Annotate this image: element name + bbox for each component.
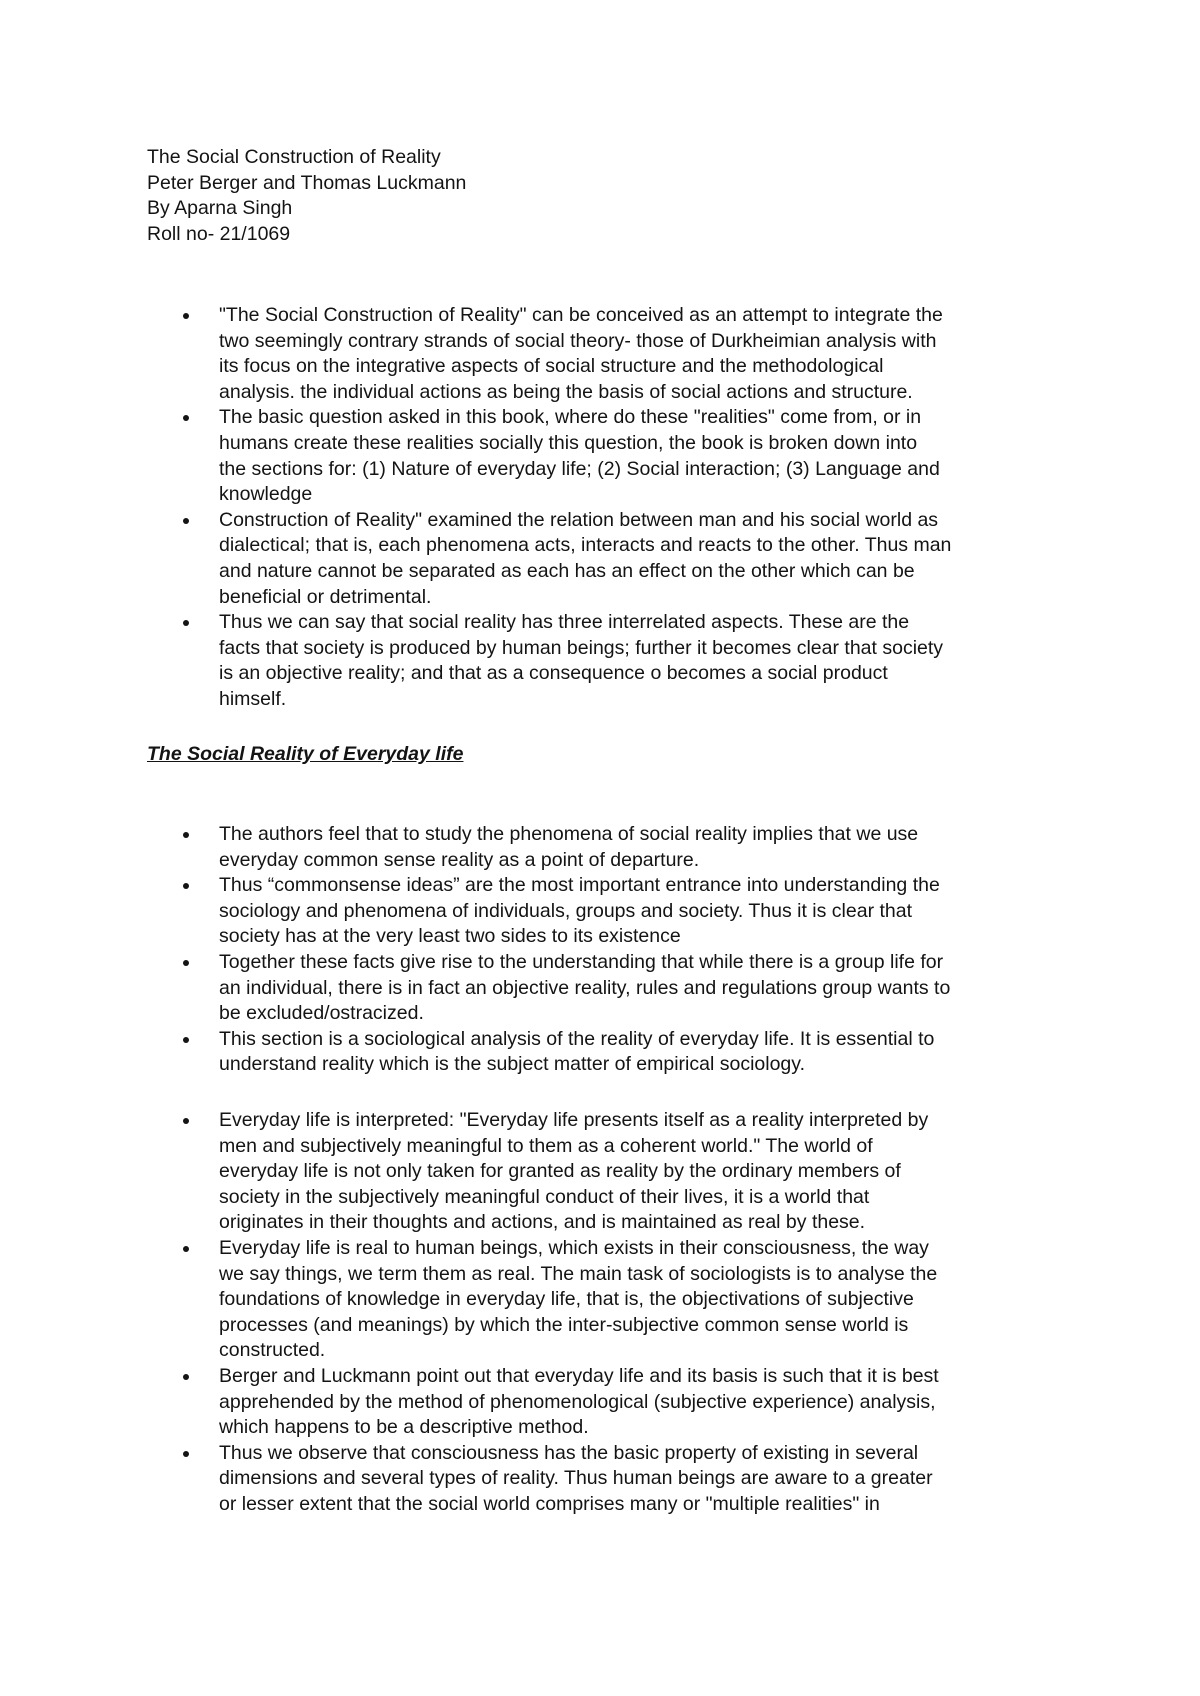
list-item-text: Everyday life is real to human beings, which exists in their consciousness, the way we say things, we term them as real. The main task of sociologists is to analyse the foundations of knowledge in everyday life, that is, the objectivations of subjective processes (and meanings) by which the inter-subjective common sense world is constructed.: [219, 1236, 938, 1362]
list-item-text: Together these facts give rise to the understanding that while there is a group life for an individual, there is in fact an objective reality, rules and regulations group wants to be excluded/ostracized.: [219, 950, 951, 1025]
list-item-text: Thus we observe that consciousness has the basic property of existing in several dimensions and several types of reality. Thus human beings are aware to a greater or lesser extent that the social world comprises many or "multiple realities" in: [219, 1441, 933, 1515]
bullet-icon: [183, 1246, 189, 1252]
list-item: [147, 405, 1067, 507]
section-bullet-list-a: [147, 822, 1067, 1078]
list-item-text: Thus we can say that social reality has three interrelated aspects. These are the facts that society is produced by human beings; further it becomes clear that society is an objective reality; and that as a consequence o becomes a social product himself.: [219, 611, 944, 710]
intro-bullet-list: [147, 303, 1067, 713]
list-item: [147, 508, 1067, 610]
section-heading: The Social Reality of Everyday life: [147, 743, 464, 765]
bullet-icon: [183, 313, 189, 319]
bullet-icon: [183, 518, 189, 524]
list-item: [147, 303, 1067, 405]
bullet-icon: [183, 1451, 189, 1457]
list-item: [147, 1027, 1067, 1078]
list-item-text: This section is a sociological analysis of the reality of everyday life. It is essential to understand reality which is the subject matter of empirical sociology.: [219, 1027, 935, 1076]
bullet-icon: [183, 415, 189, 421]
list-item-text: Berger and Luckmann point out that everyday life and its basis is such that it is best apprehended by the method of phenomenological (subjective experience) analysis, which happens to be a descriptive method.: [219, 1364, 939, 1439]
list-item: [147, 873, 1067, 950]
bullet-icon: [183, 1118, 189, 1124]
bullet-icon: [183, 832, 189, 838]
list-item-text: "The Social Construction of Reality" can be conceived as an attempt to integrate the two seemingly contrary strands of social theory- those of Durkheimian analysis with its focus on the integrative aspects of social structure and the methodological analysis. the individual actions as being the basis of social actions and structure.: [219, 304, 943, 403]
document-title: The Social Construction of Reality: [147, 146, 441, 168]
document-roll-number: Roll no- 21/1069: [147, 222, 291, 245]
bullet-icon: [183, 883, 189, 889]
bullet-icon: [183, 1374, 189, 1380]
list-item-text: The authors feel that to study the phenomena of social reality implies that we use everyday common sense reality as a point of departure.: [219, 823, 919, 871]
document-header: [147, 145, 1047, 247]
list-item: [147, 1236, 1067, 1364]
list-item: [147, 1441, 1067, 1518]
section-bullet-list-b: [147, 1108, 1067, 1518]
bullet-icon: [183, 960, 189, 966]
list-item: [147, 610, 1067, 712]
list-item: [147, 822, 1067, 873]
document-byline: By Aparna Singh: [147, 197, 293, 219]
bullet-icon: [183, 620, 189, 626]
list-item: [147, 1364, 1067, 1441]
list-item-text: The basic question asked in this book, where do these "realities" come from, or in humans create these realities socially this question, the book is broken down into the sections for: (1) Nature of everyday life; (2) Social interaction; (3) Language and knowledge: [219, 406, 940, 506]
list-item-text: Everyday life is interpreted: "Everyday life presents itself as a reality interpreted by men and subjectively meaningful to them as a coherent world." The world of everyday life is not only taken for granted as reality by the ordinary members of society in the subjectively meaningful conduct of their lives, it is a world that originates in their thoughts and actions, and is maintained as real by these.: [219, 1109, 929, 1234]
document-authors: Peter Berger and Thomas Luckmann: [147, 171, 467, 194]
bullet-icon: [183, 1037, 189, 1043]
list-item: [147, 1108, 1067, 1236]
list-item: [147, 950, 1067, 1027]
list-item-text: Thus “commonsense ideas” are the most important entrance into understanding the sociology and phenomena of individuals, groups and society. Thus it is clear that society has at the very least two sides to its existence: [219, 874, 940, 948]
list-item-text: Construction of Reality" examined the relation between man and his social world as dialectical; that is, each phenomena acts, interacts and reacts to the other. Thus man and nature cannot be separated as each has an effect on the other which can be beneficial or detrimental.: [219, 508, 952, 608]
